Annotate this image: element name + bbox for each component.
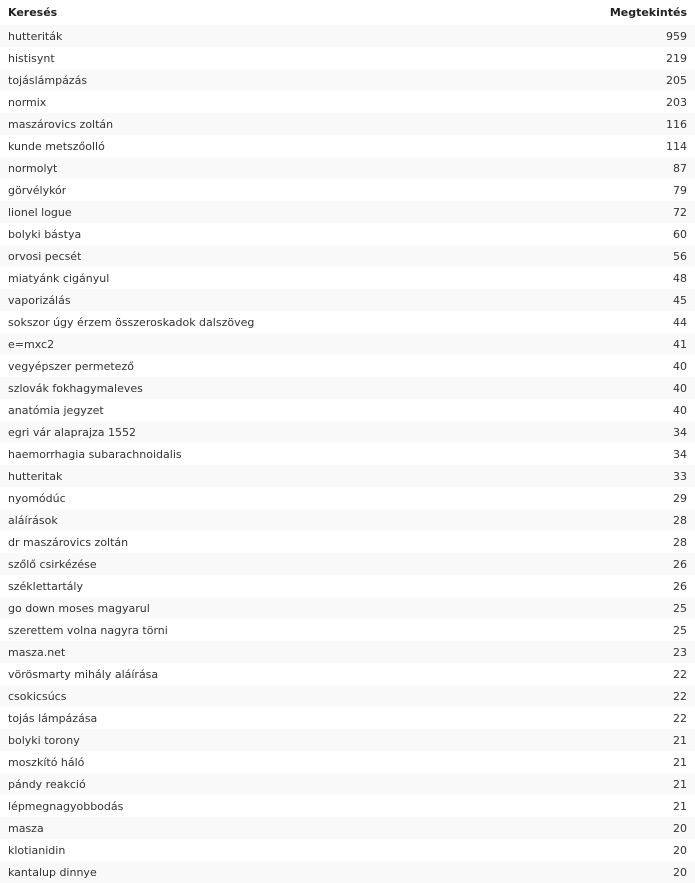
search-term-cell: lépmegnagyobbodás xyxy=(8,799,124,813)
search-term-cell: hutteriták xyxy=(8,29,63,43)
view-count-cell: 60 xyxy=(673,227,687,241)
view-count-cell: 28 xyxy=(673,513,687,527)
search-term-cell: bolyki torony xyxy=(8,733,80,747)
search-term-cell: szlovák fokhagymaleves xyxy=(8,381,143,395)
table-row xyxy=(0,91,695,113)
view-count-cell: 29 xyxy=(673,491,687,505)
view-count-cell: 28 xyxy=(673,535,687,549)
table-row xyxy=(0,707,695,729)
search-term-cell: maszárovics zoltán xyxy=(8,117,114,131)
table-row xyxy=(0,465,695,487)
search-term-cell: klotianidin xyxy=(8,843,66,857)
search-term-cell: pándy reakció xyxy=(8,777,86,791)
table-row xyxy=(0,861,695,883)
view-count-cell: 26 xyxy=(673,579,687,593)
search-term-cell: go down moses magyarul xyxy=(8,601,150,615)
table-row xyxy=(0,685,695,707)
view-count-cell: 41 xyxy=(673,337,687,351)
table-row xyxy=(0,333,695,355)
view-count-cell: 21 xyxy=(673,777,687,791)
table-row xyxy=(0,47,695,69)
view-count-cell: 22 xyxy=(673,667,687,681)
search-term-cell: anatómia jegyzet xyxy=(8,403,104,417)
search-term-cell: nyomódúc xyxy=(8,491,66,505)
view-count-cell: 40 xyxy=(673,403,687,417)
search-term-cell: bolyki bástya xyxy=(8,227,82,241)
table-row xyxy=(0,421,695,443)
search-term-cell: normix xyxy=(8,95,47,109)
search-term-cell: kantalup dinnye xyxy=(8,865,97,879)
table-row xyxy=(0,487,695,509)
search-term-cell: görvélykór xyxy=(8,183,67,197)
view-count-cell: 20 xyxy=(673,865,687,879)
view-count-cell: 87 xyxy=(673,161,687,175)
view-count-cell: 959 xyxy=(666,29,687,43)
table-row xyxy=(0,355,695,377)
view-count-cell: 26 xyxy=(673,557,687,571)
view-count-cell: 20 xyxy=(673,821,687,835)
search-term-cell: haemorrhagia subarachnoidalis xyxy=(8,447,182,461)
view-count-cell: 48 xyxy=(673,271,687,285)
search-term-cell: miatyánk cigányul xyxy=(8,271,110,285)
table-row xyxy=(0,751,695,773)
table-row xyxy=(0,795,695,817)
view-count-cell: 44 xyxy=(673,315,687,329)
table-body xyxy=(0,25,695,883)
table-row xyxy=(0,113,695,135)
search-term-cell: hutteritak xyxy=(8,469,63,483)
table-row xyxy=(0,311,695,333)
table-row xyxy=(0,377,695,399)
view-count-cell: 203 xyxy=(666,95,687,109)
view-count-cell: 205 xyxy=(666,73,687,87)
view-count-cell: 72 xyxy=(673,205,687,219)
search-term-cell: histisynt xyxy=(8,51,55,65)
view-count-cell: 33 xyxy=(673,469,687,483)
view-count-cell: 114 xyxy=(666,139,687,153)
view-count-cell: 79 xyxy=(673,183,687,197)
table-row xyxy=(0,245,695,267)
view-count-cell: 56 xyxy=(673,249,687,263)
table-row xyxy=(0,25,695,47)
table-row xyxy=(0,641,695,663)
view-count-cell: 21 xyxy=(673,755,687,769)
view-count-cell: 34 xyxy=(673,425,687,439)
search-term-cell: vaporizálás xyxy=(8,293,71,307)
table-row xyxy=(0,399,695,421)
table-row xyxy=(0,179,695,201)
table-row xyxy=(0,553,695,575)
view-count-cell: 219 xyxy=(666,51,687,65)
table-row xyxy=(0,773,695,795)
view-count-cell: 40 xyxy=(673,359,687,373)
view-count-cell: 23 xyxy=(673,645,687,659)
search-term-cell: szerettem volna nagyra törni xyxy=(8,623,168,637)
view-count-cell: 25 xyxy=(673,601,687,615)
view-count-cell: 40 xyxy=(673,381,687,395)
search-term-cell: vörösmarty mihály aláírása xyxy=(8,667,159,681)
table-row xyxy=(0,223,695,245)
table-row xyxy=(0,817,695,839)
search-term-cell: tojáslámpázás xyxy=(8,73,88,87)
table-row xyxy=(0,663,695,685)
table-row xyxy=(0,575,695,597)
view-count-cell: 45 xyxy=(673,293,687,307)
search-term-cell: dr maszárovics zoltán xyxy=(8,535,129,549)
table-row xyxy=(0,531,695,553)
table-row xyxy=(0,597,695,619)
views-column-header: Megtekintés xyxy=(609,6,687,19)
search-term-cell: moszkító háló xyxy=(8,755,85,769)
search-term-cell: vegyépszer permetező xyxy=(8,359,134,373)
view-count-cell: 22 xyxy=(673,711,687,725)
table-row xyxy=(0,839,695,861)
table-row xyxy=(0,619,695,641)
search-term-cell: egri vár alaprajza 1552 xyxy=(8,425,136,439)
table-header xyxy=(0,0,695,25)
search-term-cell: kunde metszőolló xyxy=(8,139,105,153)
table-row xyxy=(0,267,695,289)
search-term-cell: csokicsúcs xyxy=(8,689,67,703)
table-row xyxy=(0,729,695,751)
view-count-cell: 116 xyxy=(666,117,687,131)
search-term-cell: lionel logue xyxy=(8,205,72,219)
search-column-header: Keresés xyxy=(8,6,58,19)
table-row xyxy=(0,69,695,91)
table-row xyxy=(0,201,695,223)
table-row xyxy=(0,135,695,157)
search-term-cell: normolyt xyxy=(8,161,58,175)
table-row xyxy=(0,289,695,311)
search-term-cell: sokszor úgy érzem összeroskadok dalszöveg xyxy=(8,315,255,329)
view-count-cell: 21 xyxy=(673,733,687,747)
search-term-cell: széklettartály xyxy=(8,579,83,593)
table-row xyxy=(0,509,695,531)
search-term-cell: masza xyxy=(8,821,44,835)
view-count-cell: 20 xyxy=(673,843,687,857)
search-term-cell: masza.net xyxy=(8,645,66,659)
table-row xyxy=(0,443,695,465)
search-term-cell: szőlő csirkézése xyxy=(8,557,97,571)
view-count-cell: 21 xyxy=(673,799,687,813)
search-term-cell: orvosi pecsét xyxy=(8,249,82,263)
view-count-cell: 34 xyxy=(673,447,687,461)
view-count-cell: 22 xyxy=(673,689,687,703)
search-term-cell: e=mxc2 xyxy=(8,337,55,351)
view-count-cell: 25 xyxy=(673,623,687,637)
search-term-cell: aláírások xyxy=(8,513,58,527)
search-term-cell: tojás lámpázása xyxy=(8,711,98,725)
table-row xyxy=(0,157,695,179)
